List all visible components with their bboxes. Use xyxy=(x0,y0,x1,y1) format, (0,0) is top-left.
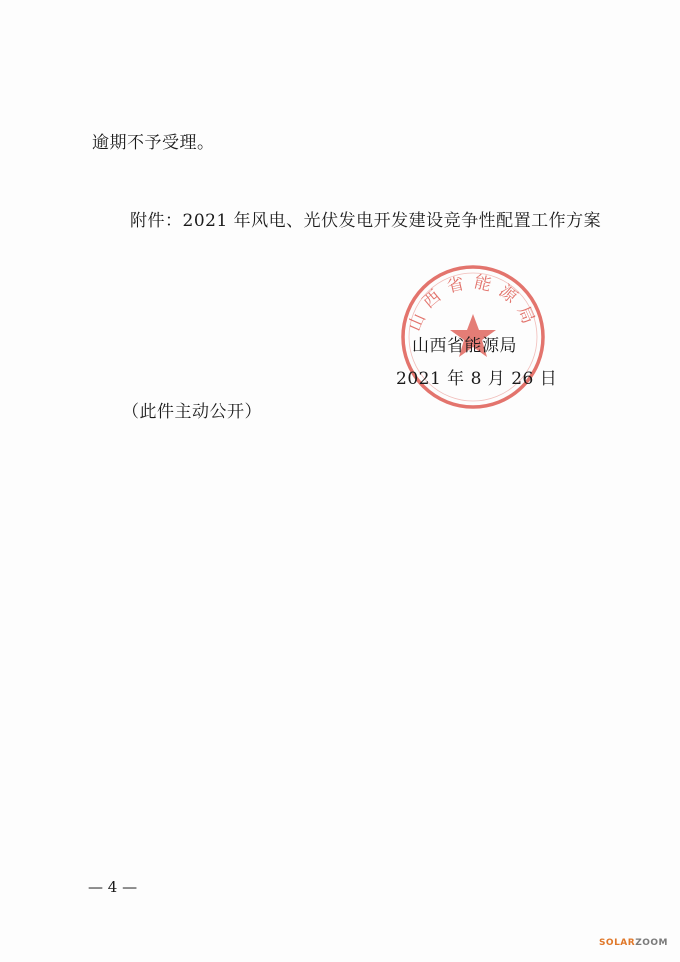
disclosure-note: （此件主动公开） xyxy=(122,402,262,422)
watermark-part1: SOLAR xyxy=(598,938,636,948)
attachment-line: 附件：2021 年风电、光伏发电开发建设竞争性配置工作方案 xyxy=(130,211,602,231)
watermark xyxy=(599,938,668,948)
issue-date: 2021 年 8 月 26 日 xyxy=(396,369,558,389)
svg-text:山西省能源局: 山西省能源局 xyxy=(404,272,542,335)
closing-sentence: 逾期不予受理。 xyxy=(92,133,215,153)
issuer-name: 山西省能源局 xyxy=(412,336,517,356)
page-number: — 4 — xyxy=(88,878,138,896)
watermark-part2: ZOOM xyxy=(635,938,668,948)
